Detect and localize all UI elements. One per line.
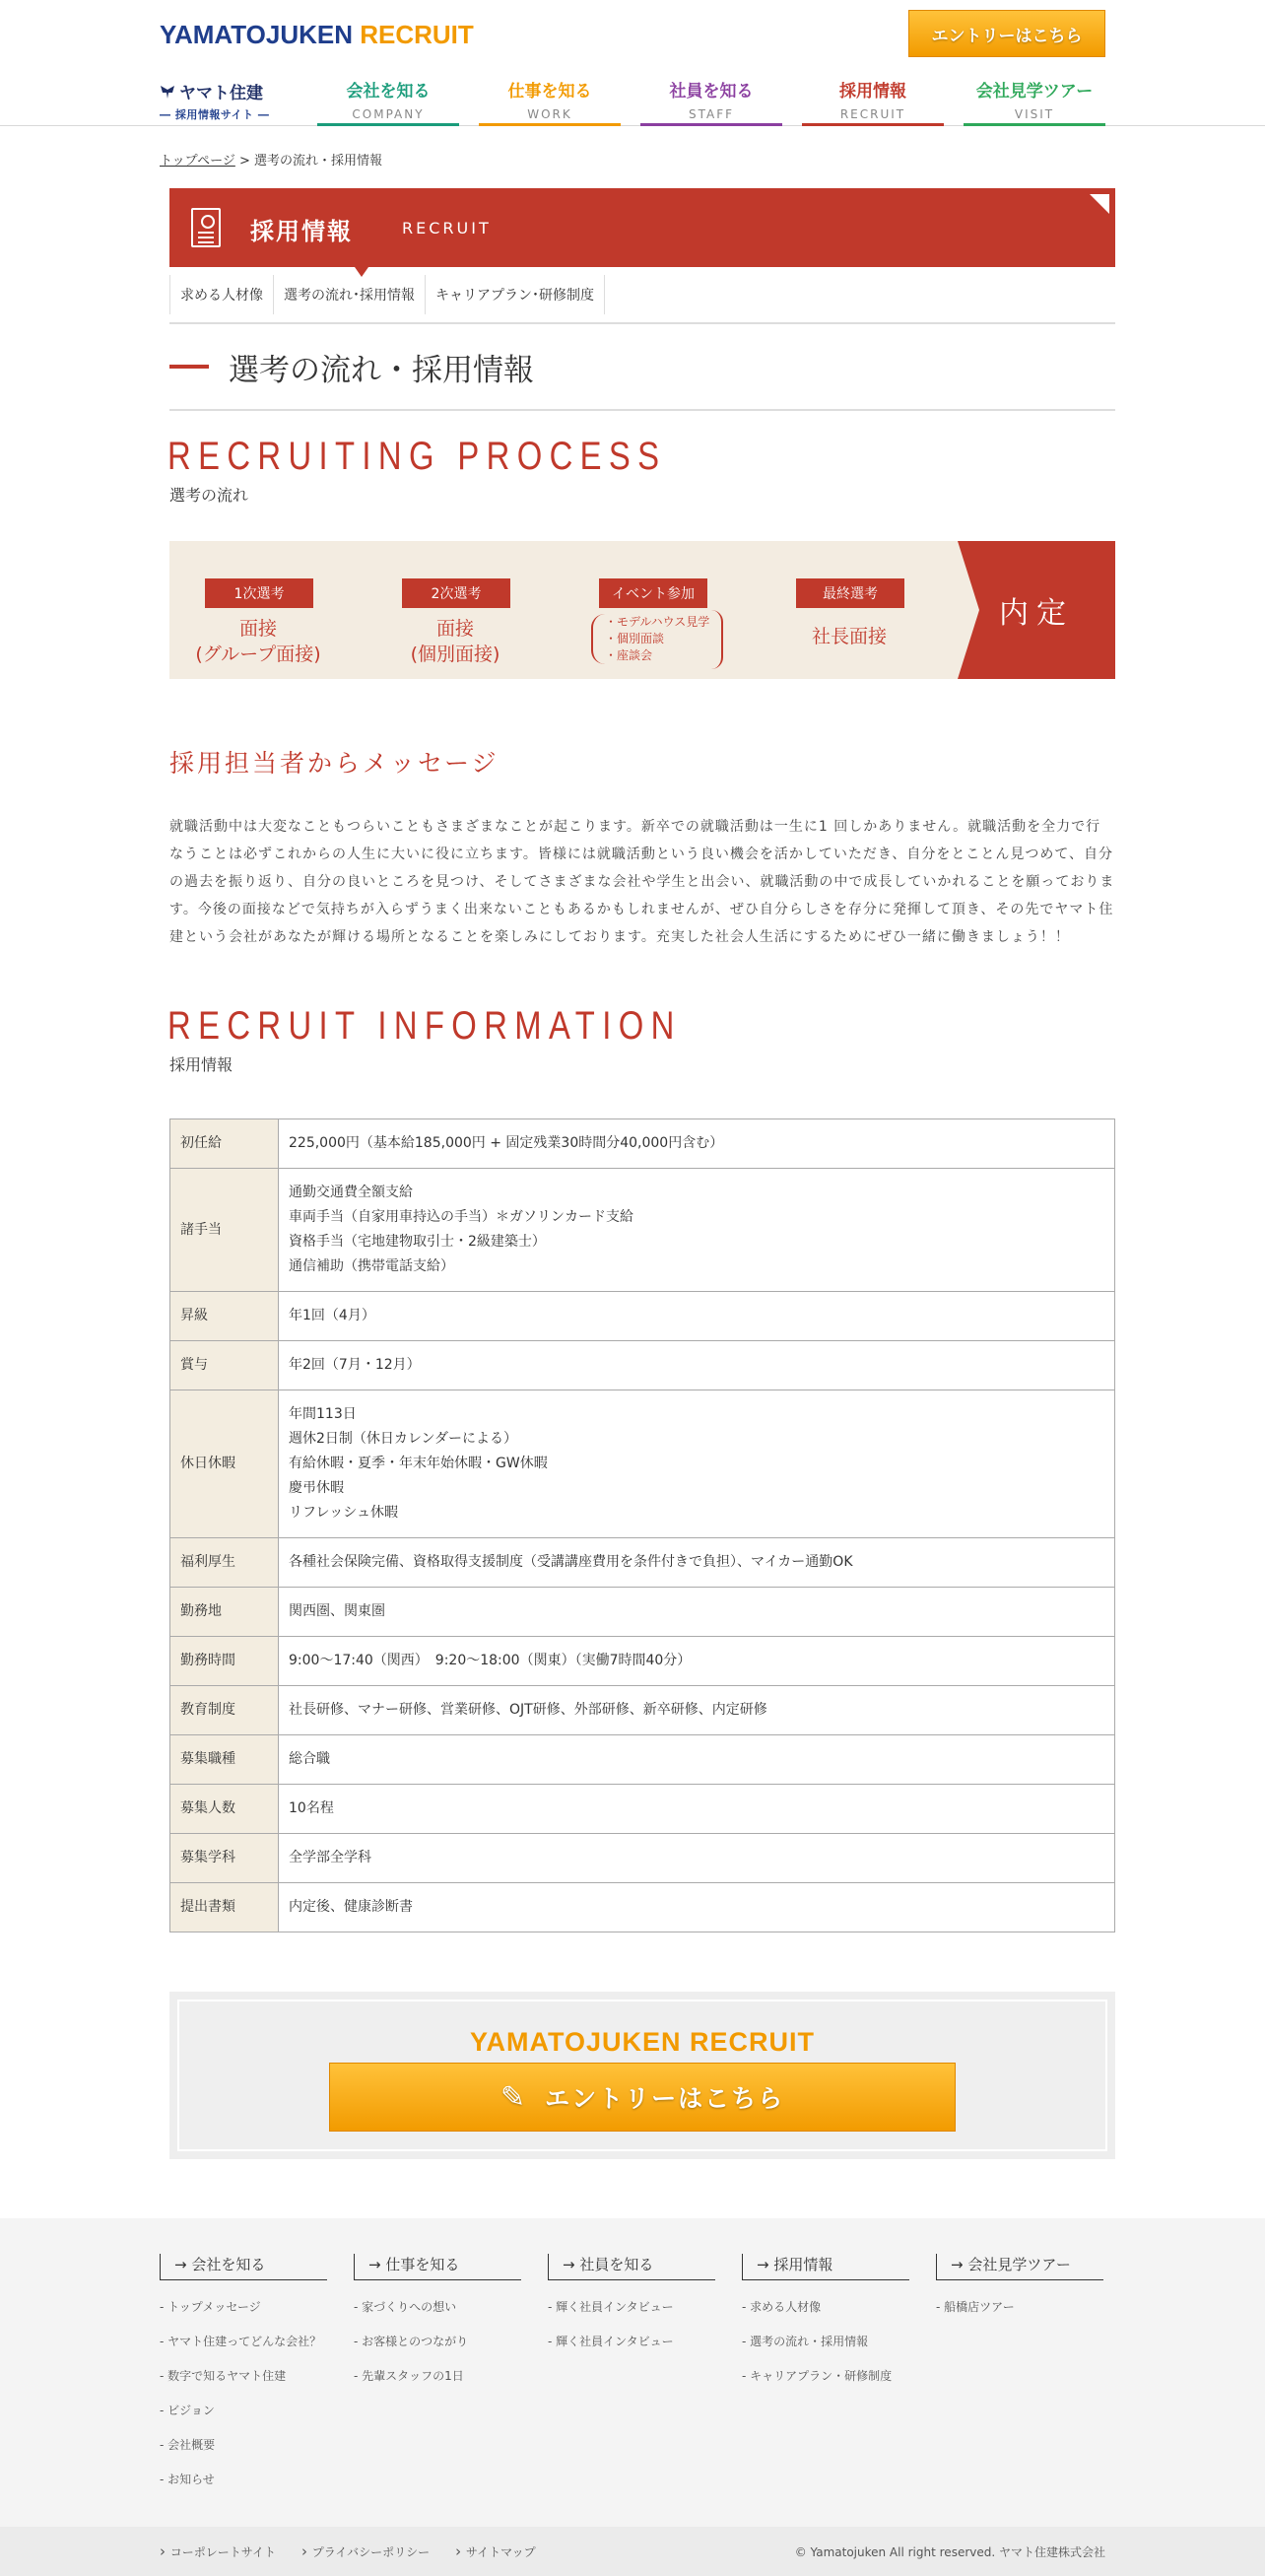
info-title-en: RECRUIT INFORMATION xyxy=(167,1004,682,1048)
nav-item-label-en: WORK xyxy=(527,107,572,121)
row-value xyxy=(279,1292,1115,1341)
table-row xyxy=(170,1686,1115,1735)
info-title-jp: 採用情報 xyxy=(169,1055,233,1074)
footer-link[interactable]: - 選考の流れ・採用情報 xyxy=(742,2333,909,2349)
row-value-line: 225,000円（基本給185,000円 + 固定残業30時間分40,000円含む） xyxy=(289,1135,724,1151)
footer-column-title[interactable]: → 採用情報 xyxy=(742,2254,909,2280)
process-flow xyxy=(169,541,1115,679)
copyright: © Yamatojuken All right reserved. ヤマト住建株式会社 xyxy=(794,2544,1105,2559)
row-value-line: 車両手当（自家用車持込の手当）＊ガソリンカード支給 xyxy=(289,1209,633,1225)
row-label: 募集学科 xyxy=(170,1834,279,1883)
nav-item-company[interactable] xyxy=(317,75,459,126)
page-title: 選考の流れ・採用情報 xyxy=(169,324,1115,411)
process-step-1 xyxy=(169,541,366,679)
row-label: 福利厚生 xyxy=(170,1538,279,1588)
step-tag: 2次選考 xyxy=(402,578,510,608)
footer-link[interactable]: - ビジョン xyxy=(160,2402,327,2418)
table-row xyxy=(170,1390,1115,1538)
row-value-line: 通勤交通費全額支給 xyxy=(289,1185,413,1200)
category-title: 採用情報 xyxy=(250,218,353,245)
row-value-line: 内定後、健康診断書 xyxy=(289,1899,413,1915)
row-value xyxy=(279,1785,1115,1834)
row-label: 初任給 xyxy=(170,1119,279,1169)
footer-column xyxy=(742,2254,909,2487)
table-row xyxy=(170,1883,1115,1932)
row-value-line: 年2回（7月・12月） xyxy=(289,1357,421,1373)
row-value xyxy=(279,1735,1115,1785)
table-row xyxy=(170,1119,1115,1169)
entry-button-top[interactable]: エントリーはこちら xyxy=(908,10,1105,57)
table-row xyxy=(170,1735,1115,1785)
footer-link[interactable]: - 船橋店ツアー xyxy=(936,2298,1103,2315)
brand-logo[interactable]: ヤマト住建 ― 採用情報サイト ― xyxy=(160,84,270,121)
flow-arrow xyxy=(958,541,979,679)
table-row xyxy=(170,1637,1115,1686)
footer-column xyxy=(354,2254,521,2487)
footer-link[interactable]: - 数字で知るヤマト住建 xyxy=(160,2367,327,2384)
row-value-line: リフレッシュ休暇 xyxy=(289,1505,399,1521)
step-tag: 最終選考 xyxy=(796,578,904,608)
step-bullet: ・ 個別面談 xyxy=(605,631,709,647)
row-value-line: 通信補助（携帯電話支給） xyxy=(289,1258,454,1274)
row-value xyxy=(279,1686,1115,1735)
row-value xyxy=(279,1637,1115,1686)
step-bullet: ・ 座談会 xyxy=(605,647,709,664)
footer-link[interactable]: - 会社概要 xyxy=(160,2436,327,2453)
site-logo[interactable]: YAMATOJUKEN RECRUIT xyxy=(160,20,474,49)
footer-link[interactable]: - 輝く社員インタビュー xyxy=(548,2298,715,2315)
brand-mark-icon xyxy=(160,84,175,100)
nav-item-label: 社員を知る xyxy=(669,82,754,102)
process-step-4 xyxy=(761,541,958,679)
footer-column-title[interactable]: → 仕事を知る xyxy=(354,2254,521,2280)
step-bullet: ・ モデルハウス見学 xyxy=(605,614,709,631)
nav-item-label: 会社を知る xyxy=(346,82,431,102)
row-value xyxy=(279,1341,1115,1390)
row-label: 勤務地 xyxy=(170,1588,279,1637)
footer-link-privacy[interactable]: › プライバシーポリシー xyxy=(301,2542,430,2560)
entry-box-inner xyxy=(177,2000,1107,2151)
nav-item-label-en: COMPANY xyxy=(352,107,425,121)
row-value xyxy=(279,1588,1115,1637)
table-row xyxy=(170,1341,1115,1390)
nav-item-label-en: VISIT xyxy=(1014,107,1055,121)
step-main xyxy=(366,616,544,667)
row-value-line: 年1回（4月） xyxy=(289,1308,375,1323)
breadcrumb-current: 選考の流れ・採用情報 xyxy=(254,154,383,169)
category-title-en: RECRUIT xyxy=(402,219,492,237)
title-accent-bar xyxy=(169,365,209,369)
row-label: 休日休暇 xyxy=(170,1390,279,1538)
row-value-line: 慶弔休暇 xyxy=(289,1480,344,1496)
nav-item-recruit[interactable] xyxy=(802,75,944,126)
footer-column-title[interactable]: → 社員を知る xyxy=(548,2254,715,2280)
footer-column xyxy=(936,2254,1103,2487)
flow-arrow xyxy=(761,541,782,679)
nav-item-staff[interactable] xyxy=(640,75,782,126)
nav-item-label: 仕事を知る xyxy=(507,82,592,102)
footer-link[interactable]: - お客様とのつながり xyxy=(354,2333,521,2349)
row-label: 勤務時間 xyxy=(170,1637,279,1686)
table-row xyxy=(170,1538,1115,1588)
step-tag: イベント参加 xyxy=(599,578,707,608)
step-bullets xyxy=(591,614,709,664)
process-step-3 xyxy=(564,541,761,679)
row-label: 募集職種 xyxy=(170,1735,279,1785)
entry-button-main[interactable]: ✎ エントリーはこちら xyxy=(329,2063,956,2132)
step-main-line: (グループ面接) xyxy=(195,644,321,665)
footer-column xyxy=(160,2254,327,2487)
footer-column xyxy=(548,2254,715,2487)
table-row xyxy=(170,1834,1115,1883)
footer-link[interactable]: - 家づくりへの想い xyxy=(354,2298,521,2315)
nav-item-label-en: STAFF xyxy=(688,107,735,121)
flow-arrow xyxy=(564,541,585,679)
footer-link[interactable]: - 求める人材像 xyxy=(742,2298,909,2315)
row-value-line: 10名程 xyxy=(289,1800,334,1816)
step-main xyxy=(169,616,347,667)
footer-link[interactable]: - 輝く社員インタビュー xyxy=(548,2333,715,2349)
nav-item-label: 会社見学ツアー xyxy=(975,82,1094,102)
table-row xyxy=(170,1588,1115,1637)
category-banner xyxy=(169,188,1115,267)
subnav-item-ideal-candidate[interactable]: 求める人材像 xyxy=(169,275,273,314)
row-value-line: 9:00～17:40（関西） 9:20～18:00（関東）（実働7時間40分） xyxy=(289,1653,692,1668)
step-main-line: 社長面接 xyxy=(811,626,887,647)
footer-column-title[interactable]: → 会社を知る xyxy=(160,2254,327,2280)
breadcrumb: トップページ > 選考の流れ・採用情報 xyxy=(160,154,383,169)
nav-item-visit[interactable] xyxy=(964,75,1105,126)
row-value xyxy=(279,1538,1115,1588)
footer-columns xyxy=(160,2254,1105,2487)
table-row xyxy=(170,1169,1115,1292)
row-value xyxy=(279,1883,1115,1932)
step-main-line: (個別面接) xyxy=(410,644,500,665)
footer-link[interactable]: - ヤマト住建ってどんな会社？ xyxy=(160,2333,327,2349)
row-label: 提出書類 xyxy=(170,1883,279,1932)
step-tag: 1次選考 xyxy=(205,578,313,608)
row-label: 募集人数 xyxy=(170,1785,279,1834)
footer-link[interactable]: - トップメッセージ xyxy=(160,2298,327,2315)
row-value-line: 総合職 xyxy=(289,1751,330,1767)
footer-link[interactable]: - お知らせ xyxy=(160,2471,327,2487)
breadcrumb-home-link[interactable]: トップページ xyxy=(160,154,235,169)
entry-box xyxy=(169,1992,1115,2159)
row-value xyxy=(279,1834,1115,1883)
active-subnav-pointer xyxy=(355,267,368,277)
step-main-line: 面接 xyxy=(435,618,474,640)
subnav-item-career-plan[interactable]: キャリアプラン･研修制度 xyxy=(425,275,605,314)
nav-item-work[interactable] xyxy=(479,75,621,126)
process-title-jp: 選考の流れ xyxy=(169,486,249,505)
corner-fold-icon xyxy=(1090,194,1109,214)
footer-column-title[interactable]: → 会社見学ツアー xyxy=(936,2254,1103,2280)
row-label: 諸手当 xyxy=(170,1169,279,1292)
row-value-line: 有給休暇・夏季・年末年始休暇・GW休暇 xyxy=(289,1456,548,1471)
category-subnav xyxy=(169,267,1115,324)
profile-document-icon xyxy=(191,208,221,247)
row-value xyxy=(279,1119,1115,1169)
site-header xyxy=(0,0,1265,126)
row-value-line: 各種社会保険完備、資格取得支援制度（受講講座費用を条件付きで負担）、マイカー通勤OK xyxy=(289,1554,853,1570)
message-body: 就職活動中は大変なこともつらいこともさまざまなことが起こります。新卒での就職活動は一生に1 回しかありません。就職活動を全力で行なうことは必ずこれからの人生に大いに役に立ちます。皆様には就職活動という良い機会を活かしていただき、自分をとことん見つめて、自分の過去を振り返り、自分の良いところを見つけ、そしてさまざまな会社や学生と出会い、就職活動の中で成長していかれることを願っております。今後の面接などで気持ちが入らずうまく出来ないこともあるかもしれませんが、ぜひ自分らしさを存分に発揮して頂き、その先でヤマト住建という会社があなたが輝ける場所となることを楽しみにしております。充実した社会人生活にするためにぜひ一緒に働きましょう！！ xyxy=(169,819,1115,945)
row-label: 昇級 xyxy=(170,1292,279,1341)
paren-decoration xyxy=(711,610,723,669)
process-final-offer: 内定 xyxy=(958,541,1115,679)
footer-bottom-bar xyxy=(0,2527,1265,2576)
global-nav xyxy=(317,75,1125,126)
footer-link-corporate[interactable]: › コーポレートサイト xyxy=(160,2542,276,2560)
footer-link[interactable]: - 先輩スタッフの1日 xyxy=(354,2367,521,2384)
row-value xyxy=(279,1169,1115,1292)
row-value-line: 資格手当（宅地建物取引士・2級建築士） xyxy=(289,1234,546,1250)
row-value-line: 年間113日 xyxy=(289,1406,357,1422)
subnav-item-selection-process[interactable]: 選考の流れ･採用情報 xyxy=(273,275,425,314)
footer-link[interactable]: - キャリアプラン・研修制度 xyxy=(742,2367,909,2384)
recruit-info-table xyxy=(169,1119,1115,1932)
flow-arrow xyxy=(366,541,388,679)
row-value-line: 社長研修、マナー研修、営業研修、OJT研修、外部研修、新卒研修、内定研修 xyxy=(289,1702,767,1718)
entry-box-logo: YAMATOJUKEN RECRUIT xyxy=(469,2027,816,2057)
row-label: 教育制度 xyxy=(170,1686,279,1735)
row-value-line: 週休2日制（休日カレンダーによる） xyxy=(289,1431,517,1447)
message-title: 採用担当者からメッセージ xyxy=(169,749,499,778)
step-main-line: 面接 xyxy=(238,618,277,640)
process-title-en: RECRUITING PROCESS xyxy=(167,435,667,478)
row-label: 賞与 xyxy=(170,1341,279,1390)
table-row xyxy=(170,1785,1115,1834)
nav-item-label: 採用情報 xyxy=(839,82,906,102)
row-value xyxy=(279,1390,1115,1538)
process-step-2 xyxy=(366,541,564,679)
step-main xyxy=(761,624,938,649)
row-value-line: 全学部全学科 xyxy=(289,1850,371,1865)
pencil-note-icon: ✎ xyxy=(499,2079,528,2115)
table-row xyxy=(170,1292,1115,1341)
footer-link-sitemap[interactable]: › サイトマップ xyxy=(455,2542,535,2560)
site-footer xyxy=(0,2218,1265,2527)
nav-item-label-en: RECRUIT xyxy=(839,107,906,121)
row-value-line: 関西圏、関東圏 xyxy=(289,1603,385,1619)
